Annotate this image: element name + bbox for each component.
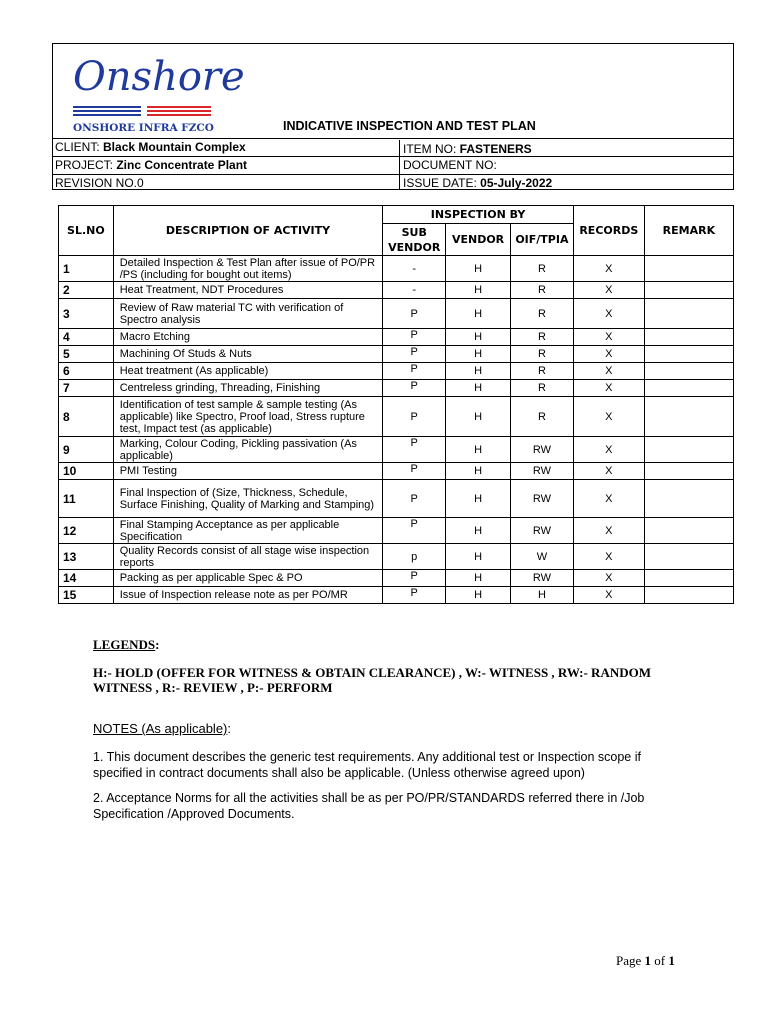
table-row bbox=[59, 256, 734, 282]
table-row bbox=[59, 587, 734, 604]
row-vendor: H bbox=[446, 329, 511, 346]
row-records: X bbox=[573, 587, 644, 604]
row-vendor: H bbox=[446, 480, 511, 518]
row-description: Quality Records consist of all stage wise inspection reports bbox=[113, 544, 383, 570]
row-description: Issue of Inspection release note as per PO/MR bbox=[113, 587, 383, 604]
row-description: Machining Of Studs & Nuts bbox=[113, 346, 383, 363]
row-sub-vendor: P bbox=[383, 299, 446, 329]
row-oif-tpia: W bbox=[511, 544, 574, 570]
row-sub-vendor: - bbox=[383, 282, 446, 299]
row-vendor: H bbox=[446, 256, 511, 282]
row-records: X bbox=[573, 544, 644, 570]
row-remark bbox=[644, 282, 733, 299]
header-row-project bbox=[53, 156, 733, 174]
note-2: 2. Acceptance Norms for all the activities shall be as per PO/PR/STANDARDS referred there in /Job Specification /Approved Documents. bbox=[93, 791, 645, 821]
table-row bbox=[59, 282, 734, 299]
table-row bbox=[59, 570, 734, 587]
row-records: X bbox=[573, 463, 644, 480]
row-slno: 6 bbox=[59, 363, 114, 380]
row-description: Heat Treatment, NDT Procedures bbox=[113, 282, 383, 299]
revision-cell bbox=[55, 175, 144, 192]
row-sub-vendor: P bbox=[383, 397, 446, 437]
row-vendor: H bbox=[446, 518, 511, 544]
logo-line-blue bbox=[73, 110, 141, 112]
row-sub-vendor: P bbox=[383, 480, 446, 518]
row-remark bbox=[644, 329, 733, 346]
table-row bbox=[59, 463, 734, 480]
table-row bbox=[59, 437, 734, 463]
row-records: X bbox=[573, 397, 644, 437]
row-description: Identification of test sample & sample testing (As applicable) like Spectro, Proof load, Stress rupture test, Impact test (as applicable) bbox=[113, 397, 383, 437]
row-description: Review of Raw material TC with verification of Spectro analysis bbox=[113, 299, 383, 329]
row-description: PMI Testing bbox=[113, 463, 383, 480]
row-oif-tpia: RW bbox=[511, 570, 574, 587]
row-records: X bbox=[573, 437, 644, 463]
row-remark bbox=[644, 437, 733, 463]
row-oif-tpia: R bbox=[511, 329, 574, 346]
row-records: X bbox=[573, 346, 644, 363]
revision-label: REVISION NO.0 bbox=[55, 176, 144, 190]
row-remark bbox=[644, 346, 733, 363]
row-vendor: H bbox=[446, 299, 511, 329]
row-oif-tpia: RW bbox=[511, 518, 574, 544]
header-row-client bbox=[53, 138, 733, 156]
table-row bbox=[59, 518, 734, 544]
row-sub-vendor: P bbox=[383, 587, 446, 604]
page-of: of bbox=[651, 953, 669, 968]
issue-label: ISSUE DATE: bbox=[403, 176, 481, 190]
row-slno: 13 bbox=[59, 544, 114, 570]
header-sub-vendor: SUB VENDOR bbox=[383, 224, 446, 256]
row-slno: 8 bbox=[59, 397, 114, 437]
row-vendor: H bbox=[446, 570, 511, 587]
legends-text: H:- HOLD (OFFER FOR WITNESS & OBTAIN CLEARANCE) , W:- WITNESS , RW:- RANDOM WITNESS , R:- REVIEW , P:- PERFORM bbox=[93, 665, 651, 695]
row-remark bbox=[644, 380, 733, 397]
row-records: X bbox=[573, 256, 644, 282]
note-1: 1. This document describes the generic test requirements. Any additional test or Inspection scope if specified in contract documents shall also be applicable. (Unless otherwise agreed upon) bbox=[93, 750, 641, 780]
row-slno: 3 bbox=[59, 299, 114, 329]
row-records: X bbox=[573, 480, 644, 518]
legends-heading bbox=[93, 637, 159, 653]
logo-line-red bbox=[147, 106, 211, 108]
header-inspection-by: INSPECTION BY bbox=[383, 206, 574, 224]
row-remark bbox=[644, 363, 733, 380]
row-slno: 5 bbox=[59, 346, 114, 363]
header-slno: SL.NO bbox=[59, 206, 114, 256]
row-sub-vendor: P bbox=[383, 570, 446, 587]
logo-wordmark: Onshore bbox=[73, 54, 245, 100]
row-remark bbox=[644, 544, 733, 570]
row-slno: 1 bbox=[59, 256, 114, 282]
row-oif-tpia: H bbox=[511, 587, 574, 604]
row-slno: 14 bbox=[59, 570, 114, 587]
legends-colon: : bbox=[155, 637, 160, 652]
row-remark bbox=[644, 256, 733, 282]
client-value: Black Mountain Complex bbox=[103, 140, 246, 154]
row-oif-tpia: R bbox=[511, 380, 574, 397]
row-description: Macro Etching bbox=[113, 329, 383, 346]
table-row bbox=[59, 480, 734, 518]
row-records: X bbox=[573, 518, 644, 544]
row-slno: 7 bbox=[59, 380, 114, 397]
row-sub-vendor: P bbox=[383, 346, 446, 363]
docno-cell bbox=[403, 157, 497, 174]
header-oif-tpia: OIF/TPIA bbox=[511, 224, 574, 256]
row-sub-vendor: P bbox=[383, 437, 446, 463]
row-sub-vendor: P bbox=[383, 329, 446, 346]
row-slno: 15 bbox=[59, 587, 114, 604]
row-oif-tpia: R bbox=[511, 346, 574, 363]
row-oif-tpia: R bbox=[511, 299, 574, 329]
header-vendor: VENDOR bbox=[446, 224, 511, 256]
row-sub-vendor: - bbox=[383, 256, 446, 282]
row-oif-tpia: RW bbox=[511, 480, 574, 518]
row-vendor: H bbox=[446, 463, 511, 480]
row-vendor: H bbox=[446, 437, 511, 463]
logo-line-blue bbox=[73, 114, 141, 116]
row-remark bbox=[644, 480, 733, 518]
page-current: 1 bbox=[644, 953, 652, 968]
row-remark bbox=[644, 463, 733, 480]
row-description: Detailed Inspection & Test Plan after issue of PO/PR /PS (including for bought out items) bbox=[113, 256, 383, 282]
page-prefix: Page bbox=[616, 953, 645, 968]
row-records: X bbox=[573, 282, 644, 299]
row-oif-tpia: R bbox=[511, 282, 574, 299]
row-slno: 11 bbox=[59, 480, 114, 518]
logo-line-red bbox=[147, 114, 211, 116]
document-header bbox=[52, 43, 734, 190]
issue-cell bbox=[403, 175, 552, 192]
header-records: RECORDS bbox=[573, 206, 644, 256]
item-label: ITEM NO: bbox=[403, 142, 460, 156]
table-row bbox=[59, 380, 734, 397]
table-row bbox=[59, 329, 734, 346]
table-row bbox=[59, 299, 734, 329]
row-oif-tpia: R bbox=[511, 363, 574, 380]
project-value: Zinc Concentrate Plant bbox=[116, 158, 248, 172]
notes-colon: : bbox=[227, 721, 232, 736]
row-slno: 4 bbox=[59, 329, 114, 346]
row-description: Packing as per applicable Spec & PO bbox=[113, 570, 383, 587]
row-vendor: H bbox=[446, 587, 511, 604]
table-body bbox=[59, 256, 734, 604]
row-records: X bbox=[573, 363, 644, 380]
row-remark bbox=[644, 299, 733, 329]
row-oif-tpia: R bbox=[511, 397, 574, 437]
item-value: FASTENERS bbox=[459, 142, 532, 156]
table-row bbox=[59, 363, 734, 380]
row-vendor: H bbox=[446, 380, 511, 397]
table-row bbox=[59, 397, 734, 437]
header-row-revision bbox=[53, 174, 733, 192]
row-oif-tpia: RW bbox=[511, 437, 574, 463]
row-slno: 12 bbox=[59, 518, 114, 544]
project-cell bbox=[55, 157, 247, 174]
row-remark bbox=[644, 570, 733, 587]
logo-subtitle: ONSHORE INFRA FZCO bbox=[73, 122, 214, 134]
row-sub-vendor: P bbox=[383, 518, 446, 544]
logo-line-red bbox=[147, 110, 211, 112]
row-sub-vendor: P bbox=[383, 363, 446, 380]
row-description: Heat treatment (As applicable) bbox=[113, 363, 383, 380]
row-vendor: H bbox=[446, 346, 511, 363]
row-records: X bbox=[573, 380, 644, 397]
row-records: X bbox=[573, 570, 644, 587]
notes-heading bbox=[93, 721, 231, 736]
legends-title: LEGENDS bbox=[93, 637, 156, 652]
row-oif-tpia: RW bbox=[511, 463, 574, 480]
table-row bbox=[59, 544, 734, 570]
row-remark bbox=[644, 397, 733, 437]
row-description: Final Inspection of (Size, Thickness, Schedule, Surface Finishing, Quality of Marking and Stamping) bbox=[113, 480, 383, 518]
table-row bbox=[59, 346, 734, 363]
row-vendor: H bbox=[446, 544, 511, 570]
company-logo bbox=[73, 52, 245, 137]
row-sub-vendor: P bbox=[383, 463, 446, 480]
row-vendor: H bbox=[446, 363, 511, 380]
row-description: Centreless grinding, Threading, Finishing bbox=[113, 380, 383, 397]
client-cell bbox=[55, 139, 246, 156]
issue-value: 05-July-2022 bbox=[480, 176, 553, 190]
page-number bbox=[616, 953, 675, 969]
row-slno: 9 bbox=[59, 437, 114, 463]
row-records: X bbox=[573, 329, 644, 346]
logo-line-blue bbox=[73, 106, 141, 108]
inspection-test-plan-table bbox=[58, 205, 734, 604]
row-records: X bbox=[573, 299, 644, 329]
row-vendor: H bbox=[446, 282, 511, 299]
row-vendor: H bbox=[446, 397, 511, 437]
row-remark bbox=[644, 518, 733, 544]
row-oif-tpia: R bbox=[511, 256, 574, 282]
row-slno: 2 bbox=[59, 282, 114, 299]
docno-label: DOCUMENT NO: bbox=[403, 158, 497, 172]
project-label: PROJECT: bbox=[55, 158, 117, 172]
row-sub-vendor: P bbox=[383, 380, 446, 397]
notes-title: NOTES (As applicable) bbox=[93, 721, 228, 736]
row-sub-vendor: p bbox=[383, 544, 446, 570]
client-label: CLIENT: bbox=[55, 140, 104, 154]
header-description: DESCRIPTION OF ACTIVITY bbox=[113, 206, 383, 256]
row-description: Marking, Colour Coding, Pickling passivation (As applicable) bbox=[113, 437, 383, 463]
row-remark bbox=[644, 587, 733, 604]
page-total: 1 bbox=[668, 953, 675, 968]
row-slno: 10 bbox=[59, 463, 114, 480]
document-title: INDICATIVE INSPECTION AND TEST PLAN bbox=[283, 119, 536, 133]
row-description: Final Stamping Acceptance as per applicable Specification bbox=[113, 518, 383, 544]
header-remark: REMARK bbox=[644, 206, 733, 256]
